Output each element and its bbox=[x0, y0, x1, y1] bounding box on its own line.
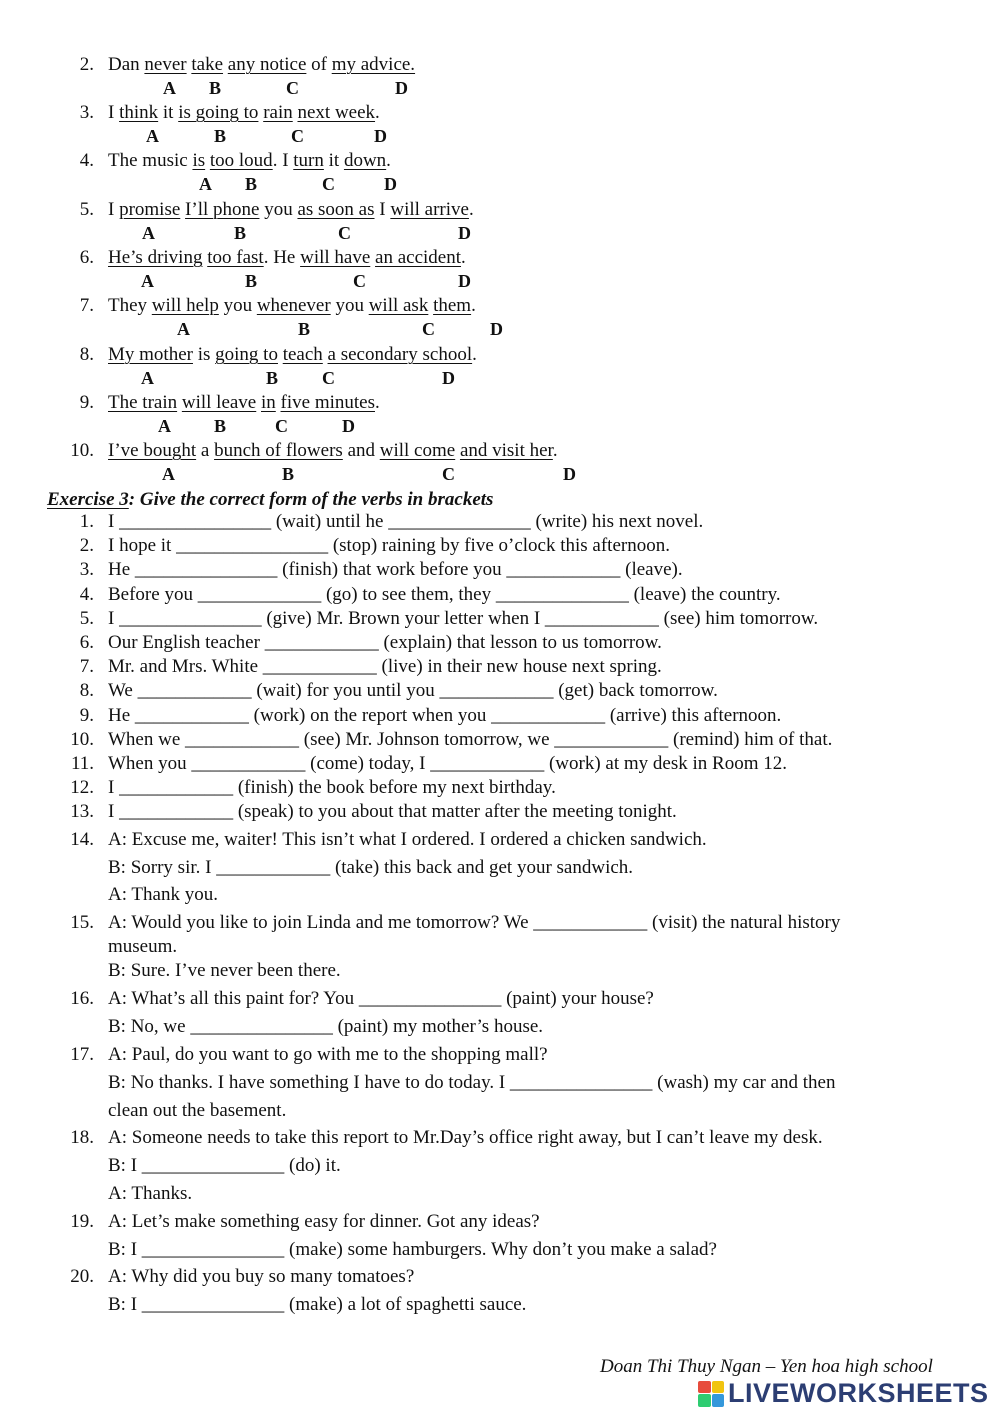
underlined-option: will arrive bbox=[390, 199, 469, 220]
question-number: 3. bbox=[79, 102, 94, 123]
exercise-3-title: Exercise 3 bbox=[47, 489, 129, 510]
sentence-text: you bbox=[259, 199, 298, 220]
sentence-text: . bbox=[374, 392, 380, 413]
sentence-text: I bbox=[108, 102, 120, 123]
sentence-text: it bbox=[323, 150, 344, 171]
liveworksheets-logo-icon bbox=[698, 1381, 724, 1407]
underlined-option: turn bbox=[293, 150, 324, 171]
underlined-option: think bbox=[119, 102, 159, 123]
option-letter-b[interactable]: B bbox=[214, 416, 227, 436]
option-letter-a[interactable]: A bbox=[146, 126, 159, 146]
option-letter-c[interactable]: C bbox=[422, 319, 435, 339]
question-number: 6. bbox=[79, 632, 94, 653]
dialogue-line: A: Someone needs to take this report to Mr.Day’s office right away, but I can’t leave my desk. bbox=[108, 1127, 823, 1148]
sentence-text: The music bbox=[108, 150, 193, 171]
dialogue-line: museum. bbox=[108, 936, 178, 957]
dialogue-line[interactable]: B: I _______________ (make) a lot of spaghetti sauce. bbox=[108, 1294, 527, 1315]
underlined-option: teach bbox=[282, 344, 323, 365]
sentence-text: . bbox=[461, 247, 466, 268]
fill-in-sentence[interactable]: I ____________ (speak) to you about that matter after the meeting tonight. bbox=[108, 801, 677, 822]
question-number: 4. bbox=[79, 150, 94, 171]
option-letter-a[interactable]: A bbox=[141, 271, 154, 291]
error-sentence bbox=[108, 392, 380, 414]
liveworksheets-logo bbox=[698, 1378, 989, 1409]
question-number: 2. bbox=[79, 54, 94, 75]
underlined-option: is going to bbox=[178, 102, 259, 123]
dialogue-line: B: Sure. I’ve never been there. bbox=[108, 960, 341, 981]
sentence-text: you bbox=[330, 295, 369, 316]
question-number: 4. bbox=[79, 584, 94, 605]
underlined-option: an accident bbox=[375, 247, 462, 268]
option-letter-b[interactable]: B bbox=[282, 464, 295, 484]
option-letter-b[interactable]: B bbox=[266, 368, 279, 388]
sentence-text: I bbox=[374, 199, 391, 220]
option-letter-b[interactable]: B bbox=[245, 174, 258, 194]
fill-in-sentence[interactable]: When we ____________ (see) Mr. Johnson tomorrow, we ____________ (remind) him of that. bbox=[108, 729, 833, 750]
underlined-option: any notice bbox=[227, 54, 307, 75]
dialogue-line[interactable]: A: What’s all this paint for? You _______________ (paint) your house? bbox=[108, 988, 654, 1009]
option-letter-d[interactable]: D bbox=[490, 319, 503, 339]
underlined-option: going to bbox=[215, 344, 278, 365]
underlined-option: The train bbox=[108, 392, 178, 413]
error-sentence bbox=[108, 102, 380, 124]
error-sentence bbox=[108, 150, 391, 172]
option-letter-b[interactable]: B bbox=[298, 319, 311, 339]
underlined-option: promise bbox=[119, 199, 181, 220]
underlined-option: will leave bbox=[181, 392, 257, 413]
option-letter-a[interactable]: A bbox=[162, 464, 175, 484]
underlined-option: rain bbox=[263, 102, 293, 123]
question-number: 5. bbox=[79, 608, 94, 629]
question-number: 1. bbox=[79, 511, 94, 532]
underlined-option: my advice. bbox=[331, 54, 416, 75]
option-letter-a[interactable]: A bbox=[177, 319, 190, 339]
underlined-option: I’ll phone bbox=[185, 199, 260, 220]
underlined-option: too fast bbox=[207, 247, 264, 268]
option-letter-d[interactable]: D bbox=[374, 126, 387, 146]
question-number: 10. bbox=[70, 440, 94, 461]
underlined-option: take bbox=[191, 54, 224, 75]
option-letter-c[interactable]: C bbox=[442, 464, 455, 484]
option-letter-a[interactable]: A bbox=[199, 174, 212, 194]
question-number: 6. bbox=[79, 247, 94, 268]
dialogue-line: A: Thanks. bbox=[108, 1183, 193, 1204]
option-letter-d[interactable]: D bbox=[458, 223, 471, 243]
sentence-text: . bbox=[471, 295, 476, 316]
underlined-option: He’s driving bbox=[108, 247, 203, 268]
sentence-text: Dan bbox=[108, 54, 145, 75]
underlined-option: them bbox=[433, 295, 472, 316]
option-letter-b[interactable]: B bbox=[209, 78, 222, 98]
dialogue-line[interactable]: B: I _______________ (do) it. bbox=[108, 1155, 341, 1176]
option-letter-c[interactable]: C bbox=[338, 223, 351, 243]
question-number: 12. bbox=[70, 777, 94, 798]
question-number: 8. bbox=[79, 680, 94, 701]
question-number: 11. bbox=[70, 753, 94, 774]
option-letter-d[interactable]: D bbox=[458, 271, 471, 291]
question-number: 15. bbox=[70, 912, 94, 933]
question-number: 5. bbox=[79, 199, 94, 220]
sentence-text: . bbox=[552, 440, 558, 461]
dialogue-line: A: Let’s make something easy for dinner. Got any ideas? bbox=[108, 1211, 540, 1232]
error-sentence bbox=[108, 295, 476, 317]
underlined-option: whenever bbox=[256, 295, 331, 316]
exercise-3-heading bbox=[47, 489, 493, 511]
option-letter-c[interactable]: C bbox=[322, 368, 335, 388]
option-letter-d[interactable]: D bbox=[384, 174, 397, 194]
option-letter-b[interactable]: B bbox=[214, 126, 227, 146]
underlined-option: down bbox=[343, 150, 387, 171]
question-number: 10. bbox=[70, 729, 94, 750]
exercise-3-instruction: : Give the correct form of the verbs in brackets bbox=[128, 489, 494, 510]
option-letter-c[interactable]: C bbox=[291, 126, 304, 146]
dialogue-line: A: Why did you buy so many tomatoes? bbox=[108, 1266, 415, 1287]
underlined-option: too loud bbox=[209, 150, 273, 171]
option-letter-d[interactable]: D bbox=[395, 78, 408, 98]
underlined-option: next week bbox=[297, 102, 376, 123]
error-sentence bbox=[108, 440, 558, 462]
sentence-text: . bbox=[472, 344, 477, 365]
underlined-option: bunch of flowers bbox=[214, 440, 343, 461]
underlined-option: I’ve bought bbox=[108, 440, 197, 461]
fill-in-sentence[interactable]: I ____________ (finish) the book before my next birthday. bbox=[108, 777, 556, 798]
underlined-option: will ask bbox=[368, 295, 429, 316]
dialogue-line[interactable]: B: No thanks. I have something I have to do today. I _______________ (wash) my car and then bbox=[108, 1072, 836, 1093]
dialogue-line[interactable]: A: Would you like to join Linda and me tomorrow? We ____________ (visit) the natural history bbox=[108, 912, 841, 933]
fill-in-sentence[interactable]: He _______________ (finish) that work before you ____________ (leave). bbox=[108, 559, 683, 580]
sentence-text: is bbox=[192, 344, 216, 365]
underlined-option: and visit her bbox=[459, 440, 553, 461]
underlined-option: never bbox=[144, 54, 187, 75]
underlined-option: as soon as bbox=[297, 199, 375, 220]
dialogue-line[interactable]: B: No, we _______________ (paint) my mother’s house. bbox=[108, 1016, 544, 1037]
error-sentence bbox=[108, 199, 474, 221]
question-number: 7. bbox=[79, 656, 94, 677]
sentence-text: I bbox=[108, 199, 120, 220]
error-sentence bbox=[108, 247, 466, 269]
option-letter-c[interactable]: C bbox=[322, 174, 335, 194]
dialogue-line: A: Paul, do you want to go with me to the shopping mall? bbox=[108, 1044, 548, 1065]
option-letter-c[interactable]: C bbox=[275, 416, 288, 436]
sentence-text: and bbox=[342, 440, 380, 461]
option-letter-c[interactable]: C bbox=[286, 78, 299, 98]
question-number: 2. bbox=[79, 535, 94, 556]
option-letter-a[interactable]: A bbox=[158, 416, 171, 436]
underlined-option: My mother bbox=[108, 344, 193, 365]
dialogue-line: A: Thank you. bbox=[108, 884, 218, 905]
option-letter-b[interactable]: B bbox=[245, 271, 258, 291]
sentence-text: you bbox=[218, 295, 257, 316]
fill-in-sentence[interactable]: We ____________ (wait) for you until you ____________ (get) back tomorrow. bbox=[108, 680, 718, 701]
question-number: 16. bbox=[70, 988, 94, 1009]
sentence-text: . bbox=[386, 150, 391, 171]
question-number: 19. bbox=[70, 1211, 94, 1232]
underlined-option: five minutes bbox=[280, 392, 375, 413]
question-number: 13. bbox=[70, 801, 94, 822]
underlined-option: a secondary school bbox=[327, 344, 473, 365]
sentence-text: . I bbox=[272, 150, 294, 171]
question-number: 8. bbox=[79, 344, 94, 365]
error-sentence bbox=[108, 54, 415, 76]
option-letter-d[interactable]: D bbox=[563, 464, 576, 484]
sentence-text: a bbox=[196, 440, 215, 461]
underlined-option: will come bbox=[379, 440, 456, 461]
question-number: 18. bbox=[70, 1127, 94, 1148]
underlined-option: will have bbox=[300, 247, 371, 268]
option-letter-b[interactable]: B bbox=[234, 223, 247, 243]
fill-in-sentence[interactable]: Our English teacher ____________ (explain) that lesson to us tomorrow. bbox=[108, 632, 662, 653]
fill-in-sentence[interactable]: Mr. and Mrs. White ____________ (live) in their new house next spring. bbox=[108, 656, 662, 677]
option-letter-d[interactable]: D bbox=[342, 416, 355, 436]
fill-in-sentence[interactable]: I ________________ (wait) until he _______________ (write) his next novel. bbox=[108, 511, 704, 532]
error-sentence bbox=[108, 344, 477, 366]
sentence-text: it bbox=[158, 102, 179, 123]
question-number: 3. bbox=[79, 559, 94, 580]
fill-in-sentence[interactable]: I _______________ (give) Mr. Brown your letter when I ____________ (see) him tomorrow. bbox=[108, 608, 819, 629]
option-letter-c[interactable]: C bbox=[353, 271, 366, 291]
sentence-text: They bbox=[108, 295, 152, 316]
question-number: 9. bbox=[79, 392, 94, 413]
fill-in-sentence[interactable]: He ____________ (work) on the report when you ____________ (arrive) this afternoon. bbox=[108, 705, 782, 726]
dialogue-line: clean out the basement. bbox=[108, 1100, 287, 1121]
underlined-option: will help bbox=[151, 295, 219, 316]
underlined-option: is bbox=[192, 150, 206, 171]
option-letter-a[interactable]: A bbox=[163, 78, 176, 98]
option-letter-d[interactable]: D bbox=[442, 368, 455, 388]
sentence-text: . bbox=[468, 199, 474, 220]
question-number: 17. bbox=[70, 1044, 94, 1065]
fill-in-sentence[interactable]: When you ____________ (come) today, I ____________ (work) at my desk in Room 12. bbox=[108, 753, 787, 774]
dialogue-line: A: Excuse me, waiter! This isn’t what I ordered. I ordered a chicken sandwich. bbox=[108, 829, 707, 850]
author-credit: Doan Thi Thuy Ngan – Yen hoa high school bbox=[600, 1356, 933, 1377]
sentence-text: . He bbox=[263, 247, 301, 268]
dialogue-line[interactable]: B: I _______________ (make) some hamburgers. Why don’t you make a salad? bbox=[108, 1239, 717, 1260]
option-letter-a[interactable]: A bbox=[141, 368, 154, 388]
question-number: 20. bbox=[70, 1266, 94, 1287]
question-number: 9. bbox=[79, 705, 94, 726]
sentence-text: of bbox=[306, 54, 332, 75]
dialogue-line[interactable]: B: Sorry sir. I ____________ (take) this back and get your sandwich. bbox=[108, 857, 634, 878]
liveworksheets-logo-text: LIVEWORKSHEETS bbox=[728, 1378, 989, 1408]
question-number: 14. bbox=[70, 829, 94, 850]
question-number: 7. bbox=[79, 295, 94, 316]
option-letter-a[interactable]: A bbox=[142, 223, 155, 243]
fill-in-sentence[interactable]: Before you _____________ (go) to see them, they ______________ (leave) the country. bbox=[108, 584, 781, 605]
sentence-text: . bbox=[375, 102, 380, 123]
fill-in-sentence[interactable]: I hope it ________________ (stop) raining by five o’clock this afternoon. bbox=[108, 535, 670, 556]
underlined-option: in bbox=[261, 392, 276, 413]
